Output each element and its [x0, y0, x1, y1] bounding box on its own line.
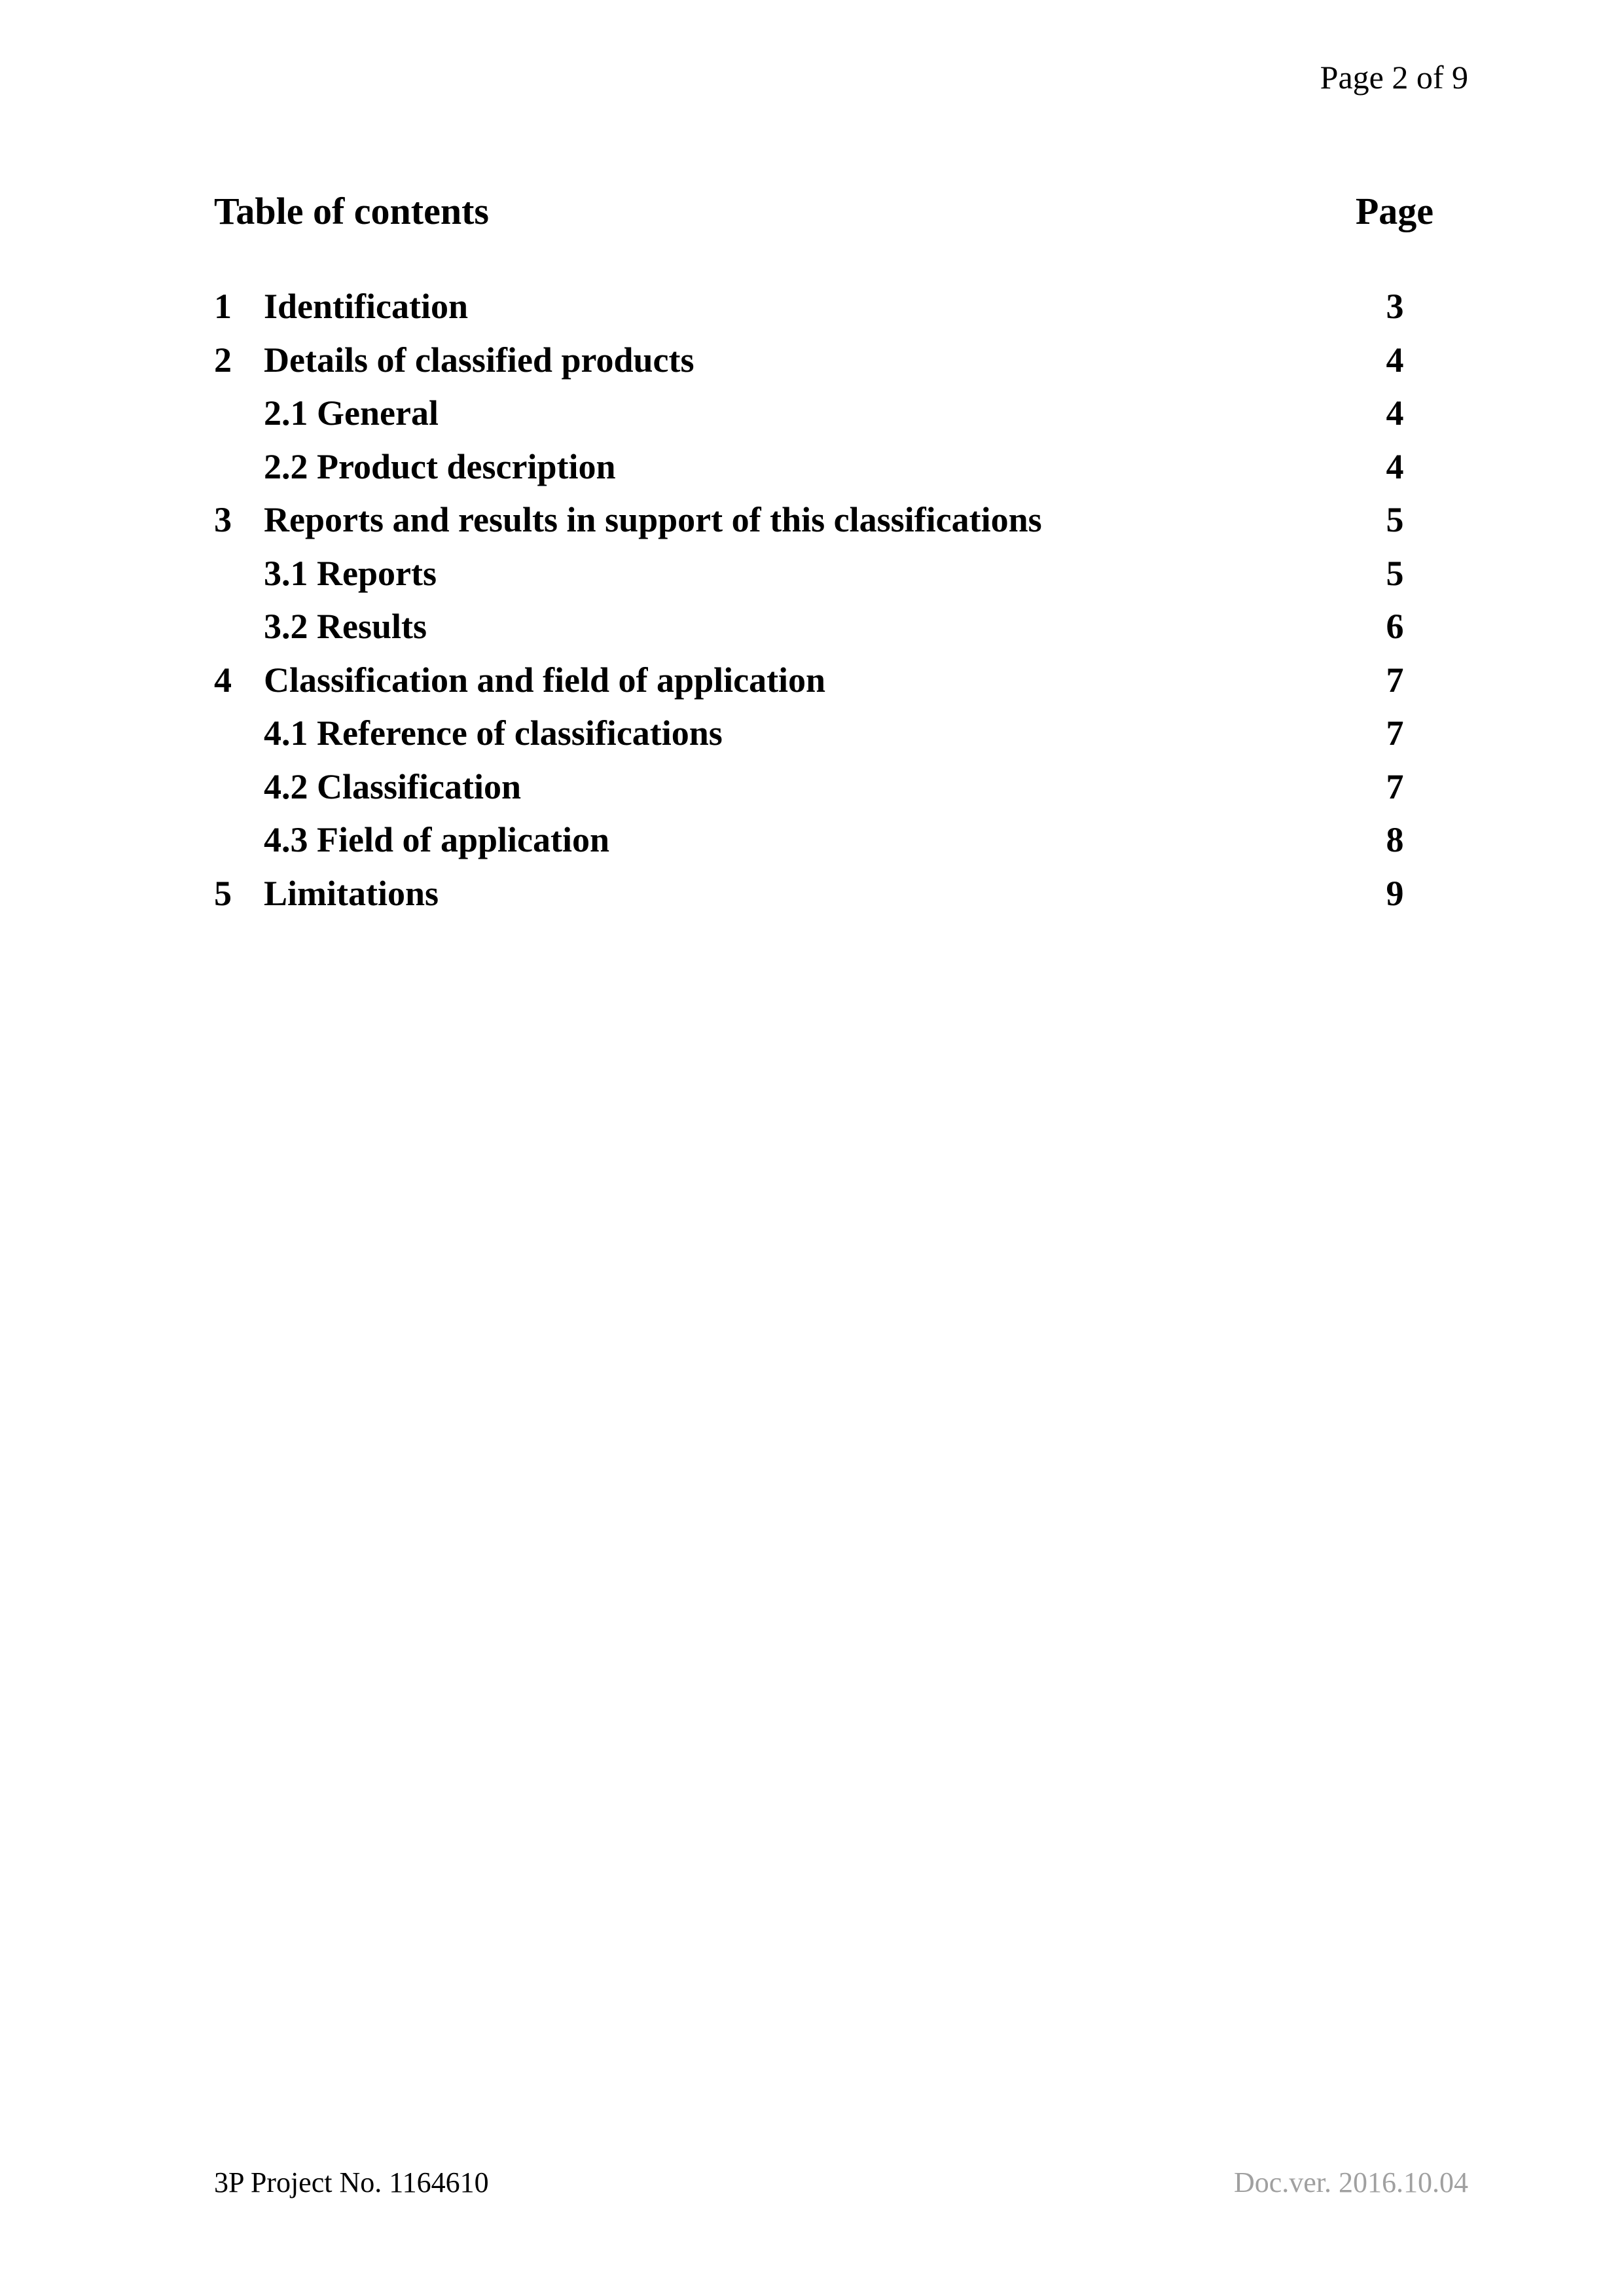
toc-entry: [214, 493, 1434, 547]
toc-entry-page: 5: [1386, 553, 1404, 593]
toc-entry-label: Details of classified products: [264, 340, 695, 380]
toc-entry-page: 8: [1386, 820, 1404, 859]
toc-entry-page: 4: [1386, 446, 1404, 486]
toc-entry: [214, 547, 1434, 601]
footer-project-number: 3P Project No. 1164610: [214, 2166, 489, 2198]
toc-entry-label: Reports and results in support of this classifications: [264, 500, 1042, 539]
toc-entry-page: 5: [1386, 500, 1404, 539]
toc-entry-label: 2.1 General: [264, 393, 439, 433]
toc-entry-page: 4: [1386, 340, 1404, 380]
toc-entry: [214, 334, 1434, 387]
toc-entry-label: 4.3 Field of application: [264, 820, 610, 859]
toc-entry-label: 4.1 Reference of classifications: [264, 713, 723, 753]
toc-entry: [214, 761, 1434, 814]
toc-entry-page: 6: [1386, 607, 1404, 646]
toc-entry-page: 7: [1386, 766, 1404, 806]
toc-entry-number: 1: [214, 287, 232, 326]
toc-entry-number: 3: [214, 500, 232, 539]
footer-doc-version: Doc.ver. 2016.10.04: [1233, 2166, 1468, 2198]
toc-entry: [214, 707, 1434, 761]
toc-entry: [214, 387, 1434, 440]
toc-entry-label: 2.2 Product description: [264, 446, 616, 486]
toc-entry-page: 7: [1386, 660, 1404, 700]
toc-entry: [214, 814, 1434, 867]
toc-entry-label: 3.2 Results: [264, 607, 427, 646]
toc-entry-label: 4.2 Classification: [264, 766, 522, 806]
toc-entry: [214, 600, 1434, 654]
toc-entry-number: 5: [214, 873, 232, 913]
toc-entry-page: 9: [1386, 873, 1404, 913]
page-number-header: Page 2 of 9: [1320, 59, 1468, 96]
toc-entry-number: 2: [214, 340, 232, 380]
toc-entry: [214, 280, 1434, 334]
toc-entry-page: 3: [1386, 287, 1404, 326]
toc-entry-page: 7: [1386, 713, 1404, 753]
toc-entry-label: Identification: [264, 287, 469, 326]
toc-entry-number: 4: [214, 660, 232, 700]
toc-entry: [214, 654, 1434, 708]
toc-list: [214, 280, 1434, 920]
toc-heading-row: [214, 190, 1434, 234]
toc-title: Table of contents: [214, 190, 489, 232]
toc-entry-label: Classification and field of application: [264, 660, 826, 700]
toc-entry: [214, 867, 1434, 921]
toc-entry: [214, 440, 1434, 494]
toc-entry-page: 4: [1386, 393, 1404, 433]
toc-entry-label: Limitations: [264, 873, 439, 913]
toc-entry-label: 3.1 Reports: [264, 553, 437, 593]
toc-page-column-label: Page: [1355, 190, 1434, 232]
